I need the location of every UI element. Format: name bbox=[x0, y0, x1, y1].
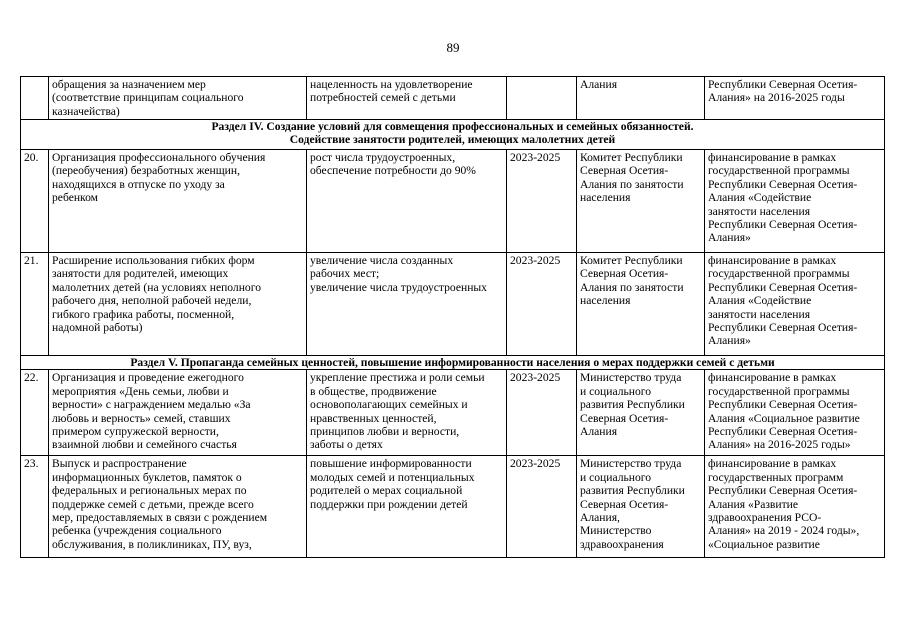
cell-text-line: рабочих мест; bbox=[310, 267, 380, 281]
cell-text-line: Республики Северная Осетия- bbox=[708, 321, 858, 335]
row-number-cell: 20. bbox=[21, 150, 49, 253]
table-row bbox=[21, 253, 885, 356]
executor-cell bbox=[577, 456, 705, 558]
cell-text-line: государственной программы bbox=[708, 384, 850, 398]
period-cell: 2023-2025 bbox=[507, 456, 577, 558]
row-number-cell bbox=[21, 77, 49, 120]
row-number-cell: 23. bbox=[21, 456, 49, 558]
cell-text-line: обеспечение потребности до 90% bbox=[310, 164, 476, 178]
section-title bbox=[21, 356, 885, 370]
cell-text-line: и социального bbox=[580, 384, 652, 398]
activity-cell bbox=[49, 370, 307, 456]
cell-text-line: поддержке семей с детьми, прежде всего bbox=[52, 497, 254, 511]
activity-cell bbox=[49, 456, 307, 558]
cell-text-line: Алания» на 2019 - 2024 годы», bbox=[708, 524, 860, 538]
period-cell bbox=[507, 77, 577, 120]
cell-text-line: и социального bbox=[580, 470, 652, 484]
executor-cell bbox=[577, 370, 705, 456]
section-header-row bbox=[21, 120, 885, 150]
cell-text-line: населения bbox=[580, 294, 631, 308]
cell-text-line: государственной программы bbox=[708, 164, 850, 178]
cell-text-line: Алания «Содействие bbox=[708, 191, 812, 205]
cell-text-line: Комитет Республики bbox=[580, 254, 683, 267]
cell-text-line: нравственных ценностей, bbox=[310, 411, 437, 425]
cell-text-line: увеличение числа созданных bbox=[310, 254, 454, 267]
cell-text-line: здравоохранения РСО- bbox=[708, 511, 822, 525]
expected-result-cell bbox=[307, 77, 507, 120]
cell-text-line: Алания» bbox=[708, 231, 751, 245]
cell-text-line: Республики Северная Осетия- bbox=[708, 398, 858, 412]
cell-text-line: Республики Северная Осетия- bbox=[708, 280, 858, 294]
cell-text-line: надомной работы) bbox=[52, 321, 143, 335]
row-number-cell: 22. bbox=[21, 370, 49, 456]
cell-text-line: развития Республики bbox=[580, 398, 685, 412]
activity-cell bbox=[49, 150, 307, 253]
cell-text-line: Северная Осетия- bbox=[580, 164, 669, 178]
section-title-line: Раздел V. Пропаганда семейных ценностей, повышение информированности населения о мерах поддержки семей с детьми bbox=[130, 356, 775, 369]
cell-text-line: Выпуск и распространение bbox=[52, 457, 187, 471]
cell-text-line: Министерство bbox=[580, 524, 652, 538]
cell-text-line: заботы о детях bbox=[310, 438, 383, 452]
expected-result-cell bbox=[307, 456, 507, 558]
cell-text-line: малолетних детей (на условиях неполного bbox=[52, 280, 261, 294]
activity-cell bbox=[49, 253, 307, 356]
cell-text-line: населения bbox=[580, 191, 631, 205]
table-row bbox=[21, 77, 885, 120]
financing-cell bbox=[705, 456, 885, 558]
financing-cell bbox=[705, 253, 885, 356]
cell-text-line: Алания «Содействие bbox=[708, 294, 812, 308]
cell-text-line: Алания bbox=[580, 78, 618, 91]
cell-text-line: Алания по занятости bbox=[580, 280, 684, 294]
expected-result-cell bbox=[307, 150, 507, 253]
cell-text-line: Алания «Социальное развитие bbox=[708, 411, 860, 425]
financing-cell bbox=[705, 150, 885, 253]
cell-text-line: верности» с награждением медалью «За bbox=[52, 398, 251, 412]
cell-text-line: рабочего дня, неполной рабочей недели, bbox=[52, 294, 252, 308]
cell-text-line: примером супружеской верности, bbox=[52, 425, 219, 439]
page-number: 89 bbox=[446, 40, 460, 55]
cell-text-line: ребенка (учреждения социального bbox=[52, 524, 222, 538]
table-row bbox=[21, 370, 885, 456]
cell-text-line: Алания по занятости bbox=[580, 177, 684, 191]
cell-text-line: мер, предоставляемых в связи с рождением bbox=[52, 511, 268, 525]
cell-text-line: Северная Осетия- bbox=[580, 411, 669, 425]
executor-cell bbox=[577, 253, 705, 356]
cell-text-line: «Социальное развитие bbox=[708, 537, 820, 551]
table-row bbox=[21, 150, 885, 253]
section-title bbox=[21, 120, 885, 150]
cell-text-line: занятости населения bbox=[708, 307, 811, 321]
cell-text-line: здравоохранения bbox=[580, 537, 664, 551]
cell-text-line: взаимной любви и семейного счастья bbox=[52, 438, 237, 452]
period-cell: 2023-2025 bbox=[507, 150, 577, 253]
executor-cell bbox=[577, 150, 705, 253]
measures-table bbox=[20, 76, 885, 558]
period-cell: 2023-2025 bbox=[507, 370, 577, 456]
cell-text-line: родителей о мерах социальной bbox=[310, 484, 463, 498]
cell-text-line: федеральных и региональных мерах по bbox=[52, 484, 247, 498]
executor-cell bbox=[577, 77, 705, 120]
cell-text-line: финансирование в рамках bbox=[708, 151, 837, 164]
cell-text-line: гибкого графика работы, посменной, bbox=[52, 307, 235, 321]
cell-text-line: потребностей семей с детьми bbox=[310, 91, 456, 105]
cell-text-line: рост числа трудоустроенных, bbox=[310, 151, 456, 164]
row-number-cell: 21. bbox=[21, 253, 49, 356]
cell-text-line: финансирование в рамках bbox=[708, 254, 837, 267]
cell-text-line: Алания» на 2016-2025 годы bbox=[708, 91, 845, 105]
cell-text-line: Организация и проведение ежегодного bbox=[52, 371, 244, 385]
cell-text-line: Алания» на 2016-2025 годы» bbox=[708, 438, 851, 452]
expected-result-cell bbox=[307, 253, 507, 356]
cell-text-line: казначейства) bbox=[52, 104, 120, 118]
cell-text-line: мероприятия «День семьи, любви и bbox=[52, 384, 229, 398]
cell-text-line: повышение информированности bbox=[310, 457, 472, 471]
cell-text-line: Комитет Республики bbox=[580, 151, 683, 164]
period-cell: 2023-2025 bbox=[507, 253, 577, 356]
cell-text-line: финансирование в рамках bbox=[708, 371, 837, 385]
cell-text-line: поддержки при рождении детей bbox=[310, 497, 468, 511]
cell-text-line: финансирование в рамках bbox=[708, 457, 837, 471]
cell-text-line: Алания» bbox=[708, 334, 751, 348]
cell-text-line: Северная Осетия- bbox=[580, 497, 669, 511]
cell-text-line: Северная Осетия- bbox=[580, 267, 669, 281]
section-header-row bbox=[21, 356, 885, 370]
cell-text-line: увеличение числа трудоустроенных bbox=[310, 280, 487, 294]
cell-text-line: обращения за назначением мер bbox=[52, 78, 206, 91]
cell-text-line: развития Республики bbox=[580, 484, 685, 498]
cell-text-line: государственных программ bbox=[708, 470, 844, 484]
section-title-line: Содействие занятости родителей, имеющих малолетних детей bbox=[289, 133, 616, 147]
cell-text-line: Министерство труда bbox=[580, 371, 682, 385]
cell-text-line: занятости населения bbox=[708, 204, 811, 218]
table-row bbox=[21, 456, 885, 558]
cell-text-line: молодых семей и потенциальных bbox=[310, 470, 475, 484]
cell-text-line: Алания bbox=[580, 425, 618, 439]
cell-text-line: (соответствие принципам социального bbox=[52, 91, 244, 105]
cell-text-line: обслуживания, в поликлиниках, ПУ, вуз, bbox=[52, 537, 252, 551]
cell-text-line: информационных буклетов, памяток о bbox=[52, 470, 242, 484]
cell-text-line: в обществе, продвижение bbox=[310, 384, 437, 398]
expected-result-cell bbox=[307, 370, 507, 456]
cell-text-line: ребенком bbox=[52, 191, 98, 205]
cell-text-line: Республики Северная Осетия- bbox=[708, 177, 858, 191]
financing-cell bbox=[705, 77, 885, 120]
activity-cell bbox=[49, 77, 307, 120]
cell-text-line: любовь и верность» семей, ставших bbox=[52, 411, 231, 425]
cell-text-line: Республики Северная Осетия- bbox=[708, 218, 858, 232]
cell-text-line: Республики Северная Осетия- bbox=[708, 78, 858, 91]
cell-text-line: укрепление престижа и роли семьи bbox=[310, 371, 485, 385]
cell-text-line: государственной программы bbox=[708, 267, 850, 281]
section-title-line: Раздел IV. Создание условий для совмещения профессиональных и семейных обязанностей. bbox=[211, 120, 694, 133]
cell-text-line: Министерство труда bbox=[580, 457, 682, 471]
cell-text-line: нацеленность на удовлетворение bbox=[310, 78, 473, 91]
cell-text-line: занятости для родителей, имеющих bbox=[52, 267, 229, 281]
cell-text-line: Расширение использования гибких форм bbox=[52, 254, 255, 267]
cell-text-line: Организация профессионального обучения bbox=[52, 151, 266, 164]
cell-text-line: основополагающих семейных и bbox=[310, 398, 468, 412]
cell-text-line: принципов любви и верности, bbox=[310, 425, 460, 439]
cell-text-line: находящихся в отпуске по уходу за bbox=[52, 177, 225, 191]
cell-text-line: Республики Северная Осетия- bbox=[708, 425, 858, 439]
cell-text-line: Республики Северная Осетия- bbox=[708, 484, 858, 498]
cell-text-line: (переобучения) безработных женщин, bbox=[52, 164, 240, 178]
cell-text-line: Алания, bbox=[580, 511, 620, 525]
cell-text-line: Алания «Развитие bbox=[708, 497, 799, 511]
financing-cell bbox=[705, 370, 885, 456]
